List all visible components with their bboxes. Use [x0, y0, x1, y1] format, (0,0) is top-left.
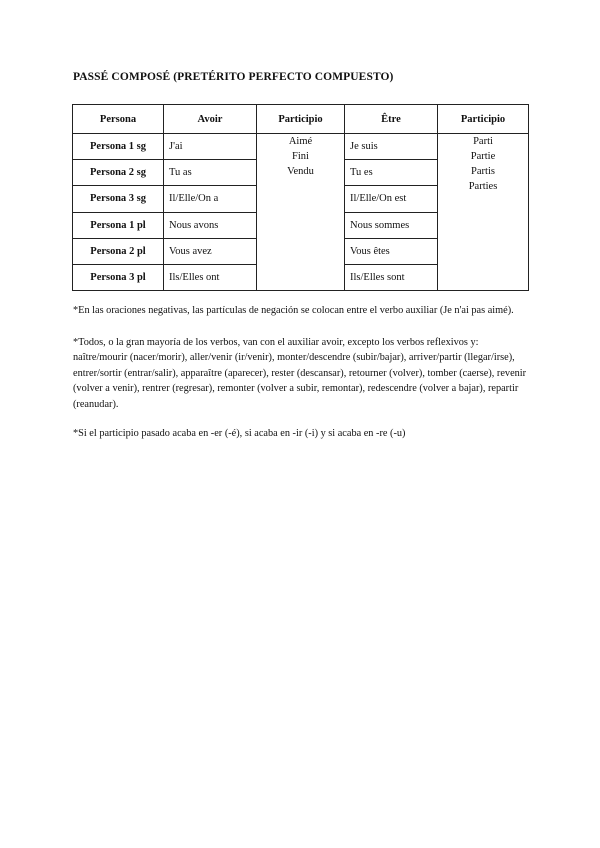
participle-etre-item: Partis — [471, 166, 495, 177]
avoir-cell: Vous avez — [164, 238, 257, 264]
header-participio-etre: Participio — [438, 105, 529, 134]
header-etre: Être — [345, 105, 438, 134]
persona-cell: Persona 2 sg — [73, 160, 164, 186]
persona-cell: Persona 1 pl — [73, 212, 164, 238]
participio-avoir-cell — [257, 134, 345, 291]
etre-cell: Vous êtes — [345, 238, 438, 264]
table-header-row — [73, 105, 529, 134]
participle-etre-item: Parti — [473, 136, 493, 147]
participle-avoir-item: Vendu — [287, 166, 314, 177]
etre-cell: Je suis — [345, 134, 438, 160]
page-title: PASSÉ COMPOSÉ (PRETÉRITO PERFECTO COMPUESTO) — [73, 71, 394, 83]
note-auxiliar-list: naître/mourir (nacer/morir), aller/venir (ir/venir), monter/descendre (subir/bajar), arriver/partir (llegar/irse), entrer/sortir (entrar/salir), apparaître (aparecer), rester (descansar), retourner (volver), tomber (caerse), revenir (volver a venir), rentrer (regresar), remonter (volver a subir, remontar), redescendre (volver a bajar), repartir (reanudar). — [73, 352, 527, 410]
etre-cell: Il/Elle/On est — [345, 186, 438, 212]
participle-etre-item: Parties — [468, 181, 498, 192]
note-participle-endings: *Si el participio pasado acaba en -er (-é), si acaba en -ir (-i) y si acaba en -re (-u) — [73, 428, 406, 439]
persona-cell: Persona 2 pl — [73, 238, 164, 264]
persona-cell: Persona 3 sg — [73, 186, 164, 212]
note-auxiliar-intro: *Todos, o la gran mayoría de los verbos, van con el auxiliar avoir, excepto los verbos reflexivos y: — [73, 336, 479, 348]
table-row — [73, 134, 529, 160]
notes-section — [73, 303, 533, 442]
etre-cell: Tu es — [345, 160, 438, 186]
participle-etre-item: Partie — [470, 151, 496, 162]
avoir-cell: Tu as — [164, 160, 257, 186]
conjugation-table — [72, 104, 529, 291]
header-avoir: Avoir — [164, 105, 257, 134]
avoir-cell: J'ai — [164, 134, 257, 160]
avoir-cell: Ils/Elles ont — [164, 264, 257, 290]
persona-cell: Persona 3 pl — [73, 264, 164, 290]
header-participio-avoir: Participio — [257, 105, 345, 134]
header-persona: Persona — [73, 105, 164, 134]
participle-avoir-item: Fini — [292, 151, 309, 162]
participle-avoir-item: Aimé — [288, 136, 313, 147]
persona-cell: Persona 1 sg — [73, 134, 164, 160]
etre-cell: Ils/Elles sont — [345, 264, 438, 290]
etre-cell: Nous sommes — [345, 212, 438, 238]
avoir-cell: Nous avons — [164, 212, 257, 238]
note-negation: *En las oraciones negativas, las partículas de negación se colocan entre el verbo auxiliar (Je n'ai pas aimé). — [73, 305, 514, 316]
participio-etre-cell — [438, 134, 529, 291]
avoir-cell: Il/Elle/On a — [164, 186, 257, 212]
